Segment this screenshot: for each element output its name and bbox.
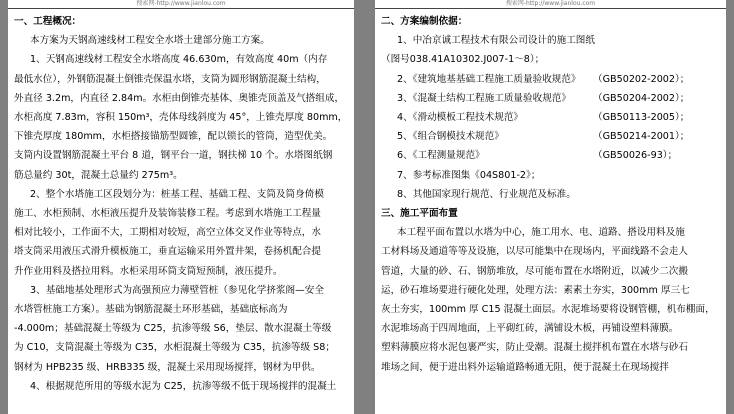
text-line: 水柜高度 7.83m，容积 150m³，壳体母线斜度为 45°，上锥壳厚度 80mm， bbox=[14, 112, 348, 124]
text-line: 1、天钢高速线材工程安全水塔高度 46.630m，有效高度 40m（内存 bbox=[30, 54, 328, 66]
right-page-header: 搜索网-http://www.jianlou.com bbox=[375, 0, 726, 9]
left-document-page bbox=[8, 0, 354, 414]
text-line: 运，砂石堆场要进行硬化处理，处理方法：素素土夯实，300mm 厚三七 bbox=[381, 284, 690, 296]
left-page-content bbox=[8, 12, 354, 396]
reference-item bbox=[381, 146, 720, 165]
reference-item bbox=[381, 127, 720, 146]
text-line: 水塔管桩施工方案）。基础为钢筋混凝土环形基础，基础底标高为 bbox=[14, 304, 288, 316]
text-line: 支筒内设置钢筋混凝土平台 8 道，钢平台一道，钢扶梯 10 个。水塔图纸钢 bbox=[14, 150, 333, 162]
reference-code: （GB50204-2002）； bbox=[593, 92, 690, 104]
text-line: -4.000m；基础混凝土等级为 C25，抗渗等级 S6，垫层、散水混凝土等级 bbox=[14, 323, 332, 335]
section-heading-overview: 一、工程概况： bbox=[14, 16, 82, 27]
right-page-content bbox=[375, 12, 726, 377]
text-line: 最低水位），外钢筋混凝土倒锥壳保温水塔，支筒为圆形钢筋混凝土结构， bbox=[14, 73, 326, 85]
text-line: 下锥壳厚度 180mm，水柜搭接锚筋型圆锥，配以锁长的管筒，造型优美。 bbox=[14, 131, 333, 143]
reference-name: 4、《滑动模板工程技术规范》 bbox=[397, 112, 524, 124]
reference-code: （GB50113-2005）； bbox=[593, 112, 690, 124]
text-line: 相对比较小，工作面不大，工期相对较短，高空立体交叉作业等特点，水 bbox=[14, 227, 321, 239]
reference-item bbox=[381, 108, 720, 127]
text-line: 外直径 3.2m，内直径 2.84m。水柜由倒锥壳基体、奥锥壳顶盖及气搭组成， bbox=[14, 92, 345, 104]
text-line: 堆场之间，便于进出料外运输道路畅通无阻，便于混凝土在现场搅拌 bbox=[381, 361, 669, 373]
reference-name: 6、《工程测量规范》 bbox=[397, 150, 485, 162]
text-line: 塑料薄膜应将水泥包裹严实，防止受潮。混凝土搅拌机布置在水塔与砂石 bbox=[381, 342, 688, 354]
text-line: 7、参考标准图集《04S801-2》； bbox=[397, 169, 541, 181]
reference-item bbox=[381, 70, 720, 89]
text-line: 升作业用料及搭拉用料。水柜采用环筒支筒短预制，液压提升。 bbox=[14, 265, 283, 277]
reference-name: 2、《建筑地基基础工程施工质量验收规范》 bbox=[397, 73, 581, 85]
text-line: 为 C10，支筒混凝土等级为 C35，水柜混凝土等级为 C35，抗渗等级 S8； bbox=[14, 342, 335, 354]
reference-code: （GB50214-2001）； bbox=[593, 131, 690, 143]
reference-code: （GB50202-2002）； bbox=[593, 73, 690, 85]
reference-code: （GB50026-93）； bbox=[593, 150, 678, 162]
text-line: 1、中冶京诚工程技术有限公司设计的施工图纸 bbox=[397, 35, 595, 47]
reference-name: 3、《混凝土结构工程施工质量验收规范》 bbox=[397, 92, 571, 104]
text-line: 塔支筒采用液压式滑升模板施工，垂直运输采用外置井架，卷扬机配合提 bbox=[14, 246, 321, 258]
text-line: 3、基础地基处理形式为高强预应力薄壁管桩（参见化学挤浆阁—安全 bbox=[30, 284, 324, 296]
text-line: 工材料场及通道等等及设施，以尽可能集中在现场内，平面线路不会走人 bbox=[381, 246, 688, 258]
text-line: 钢材为 HPB235 级、HRB335 级，混凝土采用现场搅拌，钢材为甲供。 bbox=[14, 361, 321, 373]
text-line: 管道，大量的砂、石、钢筋堆放，尽可能布置在水塔附近，以减少二次搬 bbox=[381, 265, 688, 277]
section-heading-layout: 三、施工平面布置 bbox=[381, 208, 458, 220]
text-line: 2、整个水塔施工区段划分为：桩基工程、基础工程、支筒及筒身倚模 bbox=[30, 188, 324, 200]
text-line: 筋总量约 30t，混凝土总量约 275m³。 bbox=[14, 169, 183, 181]
text-line: 8、其他国家现行规范、行业规范及标准。 bbox=[397, 188, 576, 200]
right-document-page bbox=[375, 0, 726, 414]
text-line: 本方案为天钢高速线材工程安全水塔土建部分施工方案。 bbox=[30, 35, 270, 47]
text-line: 灰土夯实，100mm 厚 C15 混凝土面层。水泥堆场要将设钢管棚，机布棚面， bbox=[381, 304, 715, 316]
text-line: （图号038.41A10302.J007-1～8）； bbox=[381, 54, 545, 66]
reference-name: 5、《组合钢模技术规范》 bbox=[397, 131, 504, 143]
text-line: 水泥堆场高于四周地面，上平砌红砖，满铺设木板，再铺设塑料薄膜。 bbox=[381, 323, 679, 335]
section-heading-basis: 二、方案编制依据： bbox=[381, 16, 468, 27]
text-line: 本工程平面布置以水塔为中心，施工用水、电、道路、搭设用料及施 bbox=[397, 227, 685, 239]
left-page-header: 搜索网-http://www.jianlou.com bbox=[8, 0, 354, 9]
text-line: 施工、水柜预制、水柜液压提升及装饰装修工程。考虑到水塔施工工程量 bbox=[14, 208, 321, 220]
text-line: 4、根据规范所用的等级水泥为 C25，抗渗等级不低于现场搅拌的混凝土 bbox=[30, 380, 337, 392]
reference-item bbox=[381, 89, 720, 108]
